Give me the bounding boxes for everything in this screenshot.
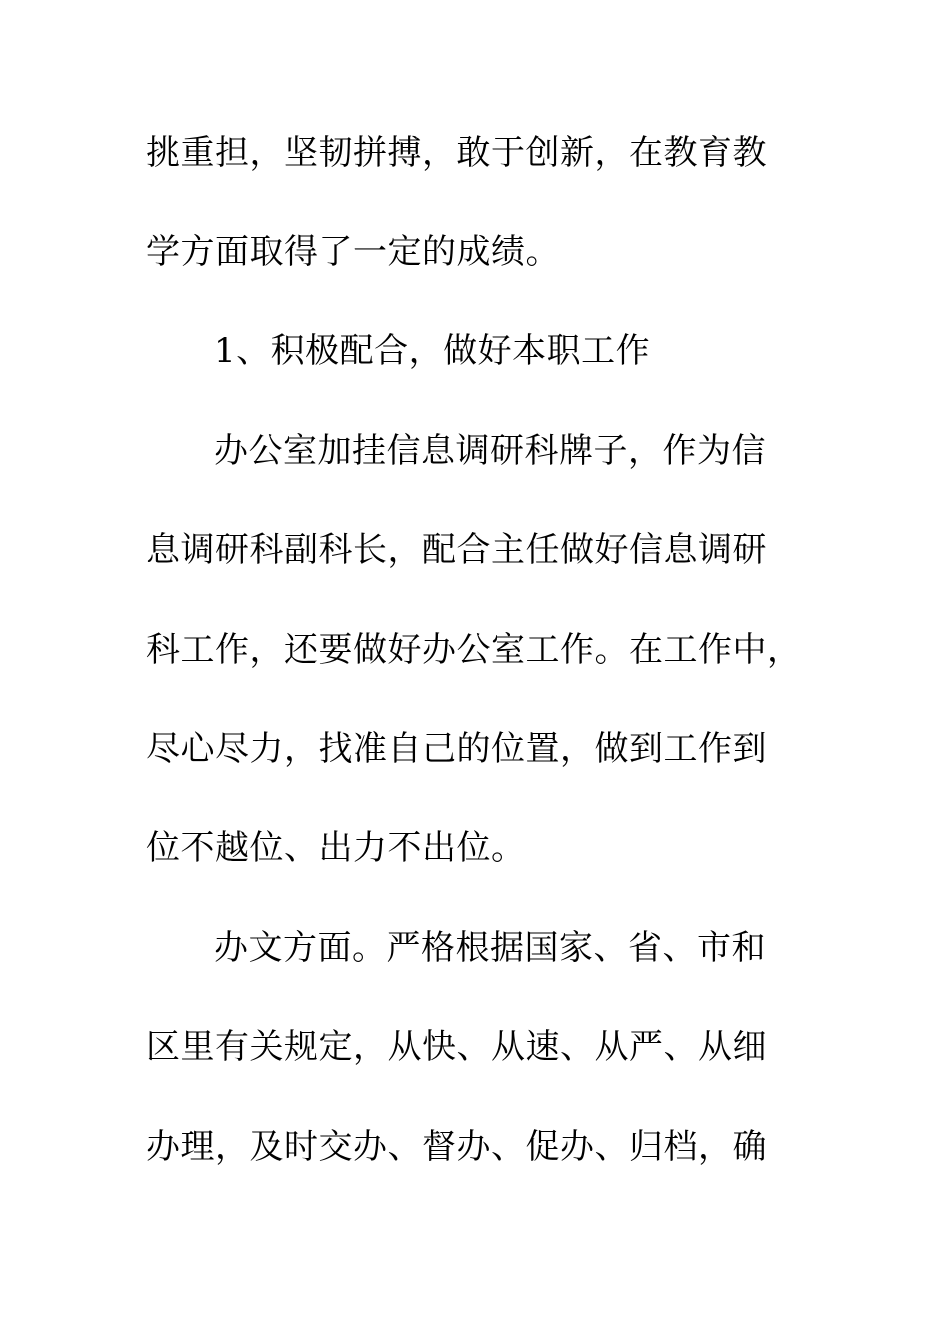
text-line: 位不越位、出力不出位。	[146, 828, 526, 868]
section-heading: 1、积极配合，做好本职工作	[214, 331, 651, 371]
text-line: 挑重担，坚韧拼搏，敢于创新，在教育教	[146, 133, 767, 173]
text-line: 区里有关规定，从快、从速、从严、从细	[146, 1027, 767, 1067]
text-line: 办文方面。严格根据国家、省、市和	[214, 928, 766, 968]
text-line: 尽心尽力，找准自己的位置，做到工作到	[146, 729, 767, 769]
text-line: 办公室加挂信息调研科牌子，作为信	[214, 431, 766, 471]
text-line: 息调研科副科长，配合主任做好信息调研	[146, 530, 767, 570]
text-line: 办理，及时交办、督办、促办、归档，确	[146, 1127, 767, 1167]
text-line: 学方面取得了一定的成绩。	[146, 232, 560, 272]
text-line: 科工作，还要做好办公室工作。在工作中，	[146, 630, 802, 670]
